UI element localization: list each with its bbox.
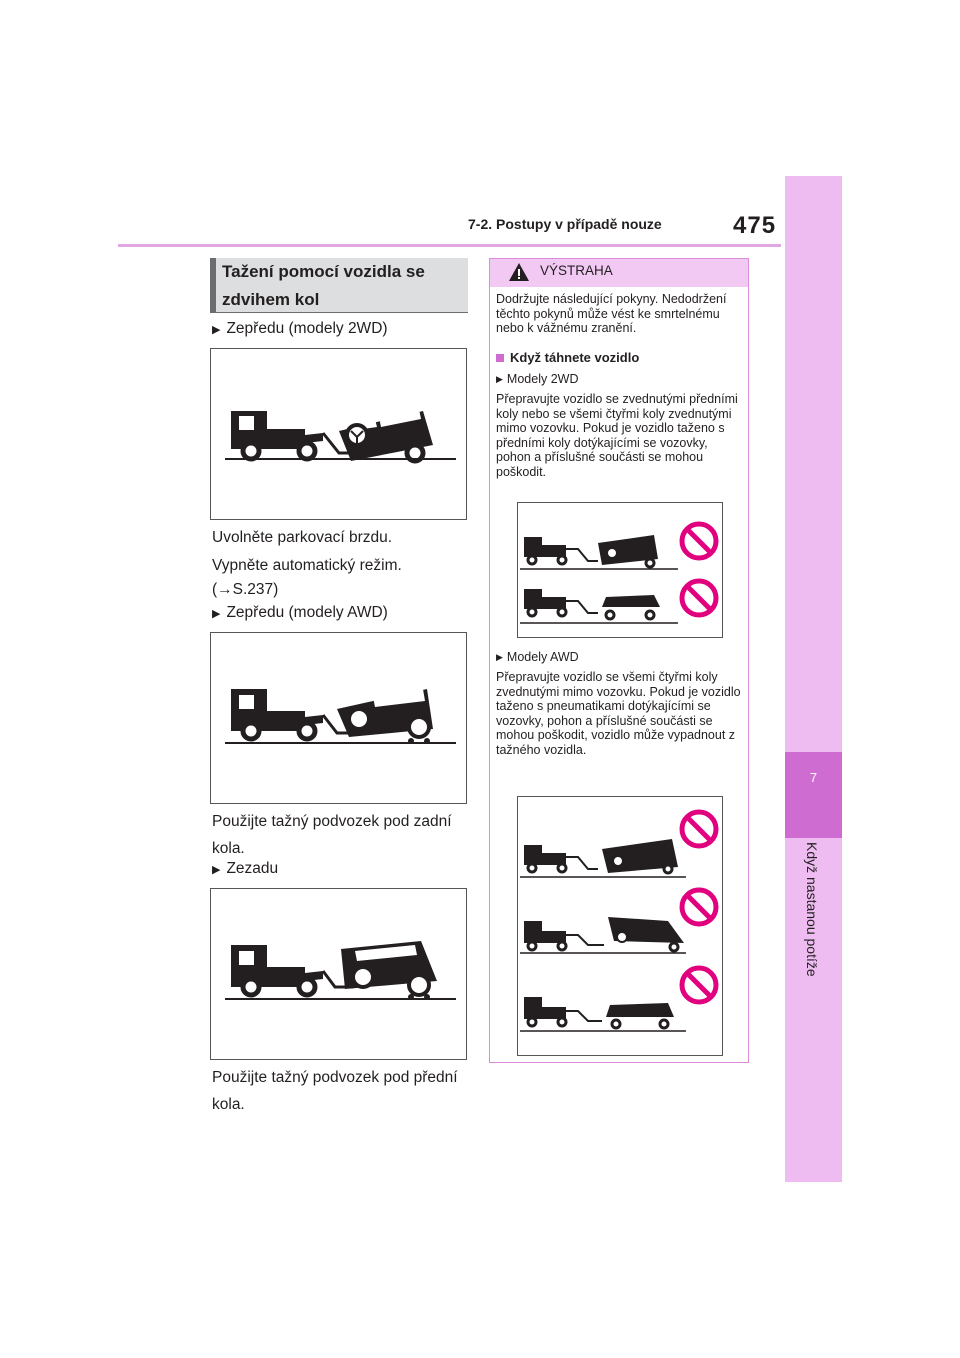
figure-front-2wd xyxy=(210,348,467,520)
section-title: 7-2. Postupy v případě nouze xyxy=(468,216,662,232)
tow-truck-illustration xyxy=(211,349,466,519)
item-rear xyxy=(212,860,278,878)
item-label: Zepředu (modely 2WD) xyxy=(226,320,388,337)
figure-rear xyxy=(210,888,467,1060)
warning-subheading xyxy=(496,350,639,365)
bullet-triangle-icon: ▶ xyxy=(212,323,221,336)
chapter-number-box xyxy=(785,752,842,838)
item-front-2wd xyxy=(212,320,388,338)
warning-triangle-icon xyxy=(508,262,530,282)
page-number: 475 xyxy=(733,212,777,239)
instruction-auto-mode: Vypněte automatický režim. xyxy=(212,557,402,574)
chapter-side-tab xyxy=(785,176,842,1182)
header-rule xyxy=(118,244,781,247)
warning-model-label: Modely AWD xyxy=(506,650,579,664)
instruction-dolly-front: Použijte tažný podvozek pod přední kola. xyxy=(212,1069,458,1113)
instruction-dolly-rear: Použijte tažný podvozek pod zadní kola. xyxy=(212,813,452,857)
bullet-triangle-icon: ▶ xyxy=(212,863,221,876)
section-heading: Tažení pomocí vozidla se zdvihem kol xyxy=(222,262,425,309)
section-heading-underline xyxy=(210,312,468,313)
item-label: Zepředu (modely AWD) xyxy=(226,604,388,621)
chapter-title: Když nastanou potíže xyxy=(804,842,820,977)
bullet-triangle-icon: ▶ xyxy=(212,607,221,620)
square-bullet-icon xyxy=(496,354,504,362)
warning-title: VÝSTRAHA xyxy=(540,263,613,278)
warning-figure-awd xyxy=(517,796,723,1056)
warning-model-2wd xyxy=(496,372,578,387)
warning-subheading-text: Když táhnete vozidlo xyxy=(510,350,640,365)
item-front-awd xyxy=(212,604,388,622)
prohibited-towing-awd-illustration xyxy=(518,797,722,1055)
instruction-parking-brake: Uvolněte parkovací brzdu. xyxy=(212,529,393,546)
warning-intro: Dodržujte následující pokyny. Nedodržení těchto pokynů může vést ke smrtelnému nebo k vážnému zranění. xyxy=(496,292,727,335)
warning-model-awd-text: Přepravujte vozidlo se všemi čtyřmi koly zvednutými mimo vozovku. Pokud je vozidlo taženo s pneumatikami dotýkajícími se vozovky, pohon a příslušné součásti se mohou poškodit, vozidlo může vypadnout z tažného vozidla. xyxy=(496,670,741,757)
item-label: Zezadu xyxy=(226,860,279,877)
warning-model-2wd-text: Přepravujte vozidlo se zvednutými předními koly nebo se všemi čtyřmi koly zvednutými mimo vozovku. Pokud je vozidlo taženo s předními koly dotýkajícími se vozovky, pohon a příslušné součásti se mohou poškodit. xyxy=(496,392,738,479)
warning-model-awd xyxy=(496,650,579,665)
warning-figure-2wd xyxy=(517,502,723,638)
chapter-number: 7 xyxy=(809,770,818,785)
bullet-triangle-icon: ▶ xyxy=(496,652,503,662)
prohibited-towing-2wd-illustration xyxy=(518,503,722,637)
tow-truck-dolly-illustration xyxy=(211,633,466,803)
figure-front-awd xyxy=(210,632,467,804)
bullet-triangle-icon: ▶ xyxy=(496,374,503,384)
tow-truck-rear-illustration xyxy=(211,889,466,1059)
page-reference: (→S.237) xyxy=(212,581,279,598)
warning-model-label: Modely 2WD xyxy=(506,372,579,386)
